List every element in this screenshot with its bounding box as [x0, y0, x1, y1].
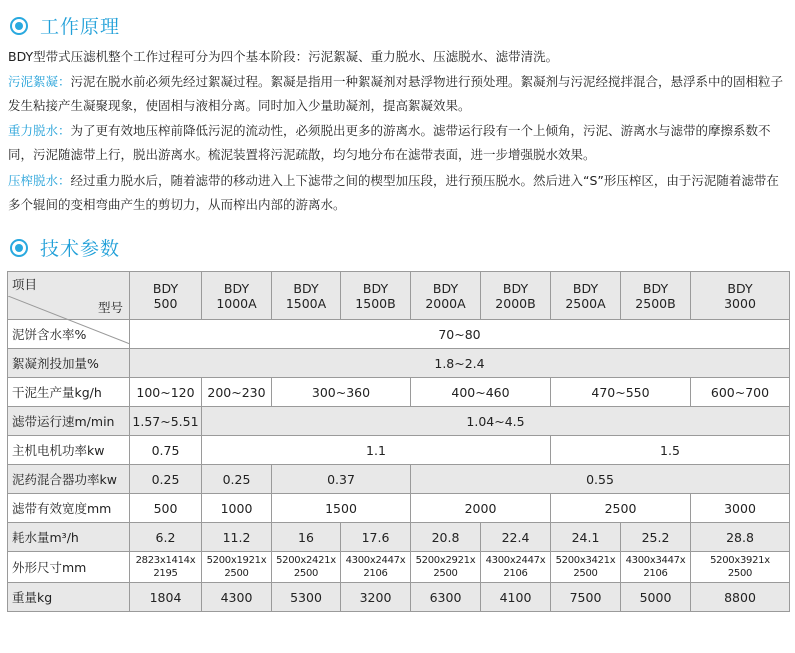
dimension-line2: 2500: [433, 568, 458, 579]
value-cell: [202, 552, 272, 583]
value-cell: 0.25: [130, 465, 202, 494]
dimension-line2: 2195: [153, 568, 178, 579]
dimension-line1: 5200x3921x: [710, 555, 770, 566]
press-label: 压榨脱水：: [8, 173, 71, 188]
table-row: [8, 523, 790, 552]
value-cell: 0.75: [130, 436, 202, 465]
circle-bullet-icon: [10, 17, 28, 35]
value-cell: 16: [272, 523, 341, 552]
intro-paragraph: [8, 45, 788, 69]
row-label: 泥饼含水率%: [8, 320, 130, 349]
row-label: 耗水量m³/h: [8, 523, 130, 552]
gravity-label: 重力脱水：: [8, 123, 71, 138]
value-cell: 20.8: [411, 523, 481, 552]
value-cell: 3000: [691, 494, 790, 523]
model-line1: BDY: [642, 280, 669, 296]
value-cell: 28.8: [691, 523, 790, 552]
value-cell: 1.1: [202, 436, 551, 465]
row-label: 絮凝剂投加量%: [8, 349, 130, 378]
value-cell: [130, 552, 202, 583]
corner-header-cell: [8, 272, 130, 320]
row-label: 滤带有效宽度mm: [8, 494, 130, 523]
value-cell: 1804: [130, 583, 202, 612]
model-line1: BDY: [362, 280, 389, 296]
table-row: [8, 465, 790, 494]
dimension-line1: 5200x2921x: [415, 555, 476, 566]
model-header-cell: [411, 272, 481, 320]
dimension-line1: 2823x1414x: [135, 555, 196, 566]
dimension-line1: 4300x2447x: [345, 555, 406, 566]
value-cell: 2500: [551, 494, 691, 523]
value-cell: 470~550: [551, 378, 691, 407]
table-row: [8, 407, 790, 436]
model-line2: 500: [153, 295, 178, 311]
table-row: [8, 583, 790, 612]
value-cell: 200~230: [202, 378, 272, 407]
flocculation-paragraph: [8, 70, 788, 117]
dimension-line2: 2500: [573, 568, 598, 579]
value-cell: 1.5: [551, 436, 790, 465]
model-line2: 1500B: [355, 295, 396, 311]
gravity-paragraph: [8, 119, 788, 166]
value-cell: 600~700: [691, 378, 790, 407]
value-cell: 300~360: [272, 378, 411, 407]
dimension-line2: 2106: [643, 568, 668, 579]
value-cell: 4100: [481, 583, 551, 612]
model-line1: BDY: [727, 280, 753, 296]
model-line2: 2000B: [495, 295, 536, 311]
corner-label-item: 项目: [12, 276, 38, 292]
value-cell: 1.04~4.5: [202, 407, 790, 436]
value-cell: [341, 552, 411, 583]
value-cell: 11.2: [202, 523, 272, 552]
table-row: [8, 349, 790, 378]
model-header-cell: [691, 272, 790, 320]
value-cell: 70~80: [130, 320, 790, 349]
corner-label-model: 型号: [97, 299, 123, 315]
value-cell: 22.4: [481, 523, 551, 552]
value-cell: 6.2: [130, 523, 202, 552]
value-cell: 7500: [551, 583, 621, 612]
row-label: 泥药混合器功率kw: [8, 465, 130, 494]
value-cell: 5300: [272, 583, 341, 612]
value-cell: 3200: [341, 583, 411, 612]
value-cell: 0.25: [202, 465, 272, 494]
model-header-cell: [202, 272, 272, 320]
value-cell: 100~120: [130, 378, 202, 407]
model-line2: 1500A: [285, 295, 327, 311]
model-line2: 1000A: [216, 295, 257, 311]
value-cell: 1.8~2.4: [130, 349, 790, 378]
value-cell: 17.6: [341, 523, 411, 552]
model-header-cell: [130, 272, 202, 320]
row-label: 滤带运行速m/min: [8, 407, 130, 436]
value-cell: 2000: [411, 494, 551, 523]
value-cell: 500: [130, 494, 202, 523]
model-header-cell: [481, 272, 551, 320]
value-cell: 8800: [691, 583, 790, 612]
dimension-line2: 2106: [503, 568, 528, 579]
flocculation-text: 污泥在脱水前必须先经过絮凝过程。絮凝是指用一种絮凝剂对悬浮物进行预处理。絮凝剂与污泥经搅拌混合，悬浮系中的固相粒子发生粘接产生凝聚现象，使固相与液相分离。同时加入少量助凝剂，提高絮凝效果。: [8, 74, 784, 113]
press-paragraph: [8, 169, 788, 216]
value-cell: 6300: [411, 583, 481, 612]
spec-table: [7, 271, 790, 612]
section-heading-principle: [10, 12, 120, 39]
press-text: 经过重力脱水后，随着滤带的移动进入上下滤带之间的楔型加压段，进行预压脱水。然后进入“S”形压榨区，由于污泥随着滤带在多个辊间的变相弯曲产生的剪切力，从而榨出内部的游离水。: [8, 173, 779, 212]
model-header-cell: [272, 272, 341, 320]
dimension-line2: 2500: [224, 568, 249, 579]
row-label: 主机电机功率kw: [8, 436, 130, 465]
dimension-line1: 4300x2447x: [485, 555, 546, 566]
model-header-cell: [621, 272, 691, 320]
dimension-line1: 5200x3421x: [555, 555, 616, 566]
value-cell: 24.1: [551, 523, 621, 552]
table-header-row: [8, 272, 790, 320]
section-title: 技术参数: [40, 238, 121, 260]
model-header-cell: [551, 272, 621, 320]
value-cell: 4300: [202, 583, 272, 612]
intro-text: BDY型带式压滤机整个工作过程可分为四个基本阶段：污泥絮凝、重力脱水、压滤脱水、滤带清洗。: [8, 49, 559, 64]
value-cell: 1000: [202, 494, 272, 523]
dimension-line1: 5200x2421x: [276, 555, 336, 566]
value-cell: 0.55: [411, 465, 790, 494]
value-cell: 400~460: [411, 378, 551, 407]
value-cell: [621, 552, 691, 583]
value-cell: [551, 552, 621, 583]
dimension-line2: 2500: [293, 568, 319, 579]
value-cell: [481, 552, 551, 583]
model-line2: 2500A: [565, 295, 606, 311]
table-row: [8, 378, 790, 407]
model-line1: BDY: [502, 280, 529, 296]
model-line2: 2000A: [425, 295, 466, 311]
gravity-text: 为了更有效地压榨前降低污泥的流动性，必须脱出更多的游离水。滤带运行段有一个上倾角，污泥、游离水与滤带的摩擦系数不同，污泥随滤带上行，脱出游离水。梳泥装置将污泥疏散，均匀地分布在滤带表面，进一步增强脱水效果。: [8, 123, 771, 162]
flocculation-label: 污泥絮凝：: [8, 74, 71, 89]
model-line1: BDY: [432, 280, 459, 296]
table-row: [8, 436, 790, 465]
row-label: 重量kg: [8, 583, 130, 612]
model-line1: BDY: [572, 280, 599, 296]
table-row: [8, 494, 790, 523]
value-cell: [411, 552, 481, 583]
dimension-line2: 2500: [727, 568, 753, 579]
model-line2: 3000: [724, 295, 756, 311]
model-line1: BDY: [223, 280, 250, 296]
value-cell: 1500: [272, 494, 411, 523]
value-cell: 5000: [621, 583, 691, 612]
value-cell: 0.37: [272, 465, 411, 494]
dimension-line2: 2106: [363, 568, 388, 579]
section-title: 工作原理: [40, 16, 121, 38]
dimension-line1: 4300x3447x: [625, 555, 686, 566]
value-cell: [272, 552, 341, 583]
model-line1: BDY: [293, 280, 319, 296]
value-cell: 1.57~5.51: [130, 407, 202, 436]
model-line1: BDY: [152, 280, 179, 296]
model-line2: 2500B: [635, 295, 676, 311]
value-cell: [691, 552, 790, 583]
table-row: [8, 552, 790, 583]
circle-bullet-icon: [10, 239, 28, 257]
dimension-line1: 5200x1921x: [206, 555, 267, 566]
row-label: 外形尺寸mm: [8, 552, 130, 583]
section-heading-specs: [10, 234, 120, 261]
model-header-cell: [341, 272, 411, 320]
value-cell: 25.2: [621, 523, 691, 552]
row-label: 干泥生产量kg/h: [8, 378, 130, 407]
